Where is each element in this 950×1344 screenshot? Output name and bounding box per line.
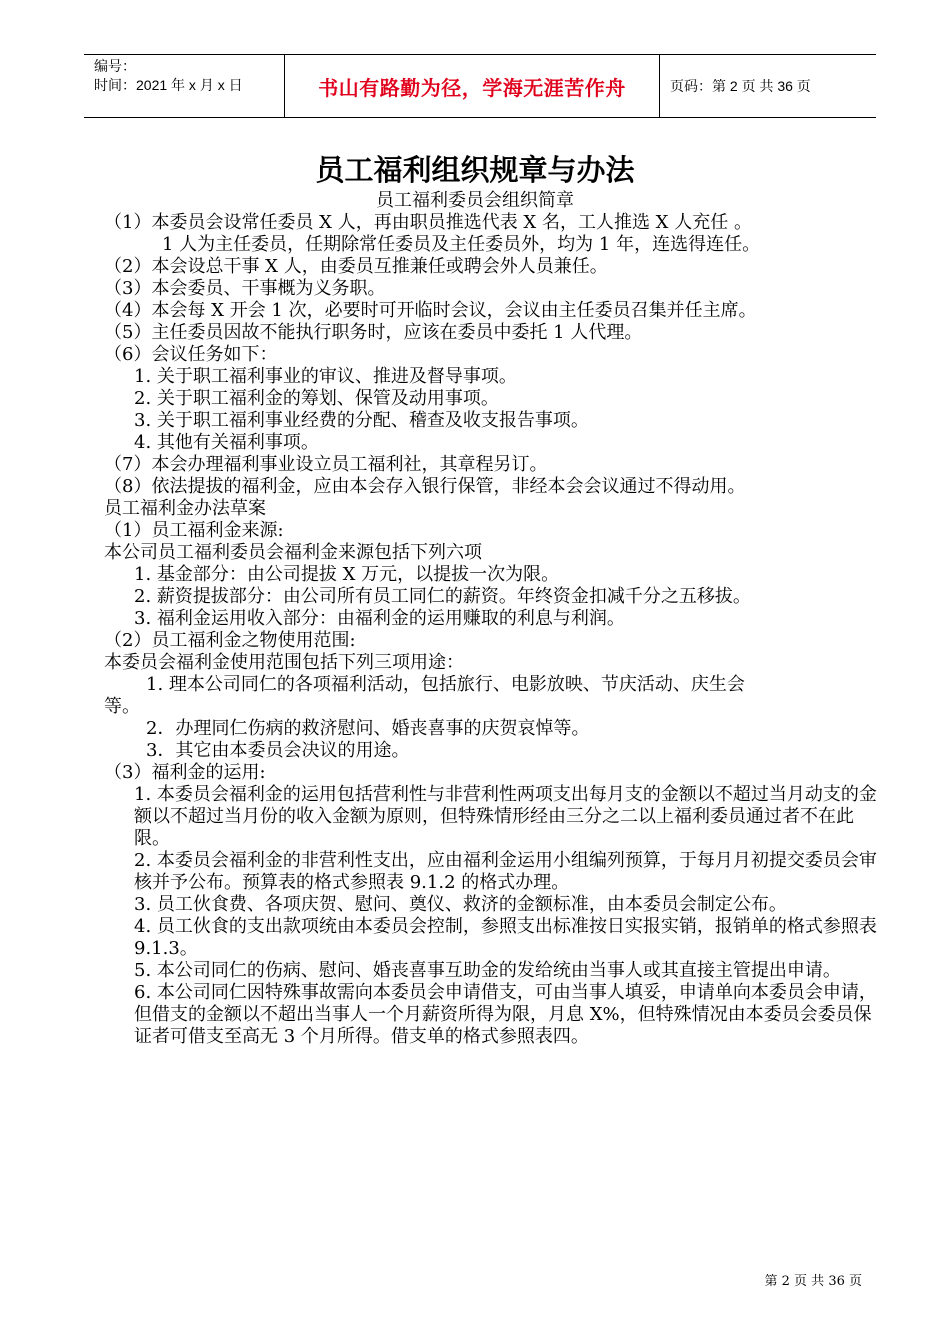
list-item: 3. 关于职工福利事业经费的分配、稽查及收支报告事项。: [134, 410, 589, 431]
list-item: 2. 本委员会福利金的非营利性支出，应由福利金运用小组编列预算，于每月月初提交委员会审核并予公布。预算表的格式参照表 9.1.2 的格式办理。: [134, 850, 877, 893]
list-item: 1. 关于职工福利事业的审议、推进及督导事项。: [134, 366, 517, 387]
list-item: 5. 本公司同仁的伤病、慰问、婚丧喜事互助金的发给统由当事人或其直接主管提出申请。: [134, 960, 841, 981]
subsection-heading: （1）员工福利金来源:: [104, 520, 284, 541]
section1-heading: 员工福利委员会组织简章: [376, 190, 574, 211]
list-item: 2．办理同仁伤病的救济慰问、婚丧喜事的庆贺哀悼等。: [146, 718, 590, 739]
paragraph: （5）主任委员因故不能执行职务时，应该在委员中委托 1 人代理。: [104, 322, 643, 343]
list-item: 4. 其他有关福利事项。: [134, 432, 319, 453]
paragraph: （7）本会办理福利事业设立员工福利社，其章程另订。: [104, 454, 548, 475]
list-item: 3. 福利金运用收入部分：由福利金的运用赚取的利息与利润。: [134, 608, 625, 629]
header-page-number: 页码：第 2 页 共 36 页: [670, 78, 811, 94]
subsection-heading: （3）福利金的运用:: [104, 762, 266, 783]
page-header: [84, 54, 876, 118]
list-item: 2. 薪资提拔部分：由公司所有员工同仁的薪资。年终资金扣减千分之五移拔。: [134, 586, 751, 607]
header-motto-cell: [284, 55, 660, 117]
paragraph: （2）本会设总干事 X 人，由委员互推兼任或聘会外人员兼任。: [104, 256, 608, 277]
header-motto: 书山有路勤为径，学海无涯苦作舟: [318, 75, 626, 100]
subsection-heading: （2）员工福利金之物使用范围:: [104, 630, 356, 651]
paragraph: （6）会议任务如下：: [104, 344, 278, 365]
document-title: 员工福利组织规章与办法: [315, 153, 635, 187]
paragraph: （3）本会委员、干事概为义务职。: [104, 278, 386, 299]
doc-number: 编号：: [94, 58, 136, 74]
paragraph: （8）依法提拔的福利金，应由本会存入银行保管，非经本会会议通过不得动用。: [104, 476, 746, 497]
list-item: 3．其它由本委员会决议的用途。: [146, 740, 410, 761]
header-meta: [84, 55, 284, 117]
paragraph: 本公司员工福利委员会福利金来源包括下列六项: [104, 542, 482, 563]
list-item: 1. 本委员会福利金的运用包括营利性与非营利性两项支出每月支的金额以不超过当月动支的金额以不超过当月份的收入金额为原则，但特殊情形经由三分之二以上福利委员通过者不在此限。: [134, 784, 877, 849]
list-item: 4. 员工伙食的支出款项统由本委员会控制，参照支出标准按日实报实销，报销单的格式参照表 9.1.3。: [134, 916, 877, 959]
list-item: 1. 基金部分：由公司提拔 X 万元，以提拔一次为限。: [134, 564, 560, 585]
section2-heading: 员工福利金办法草案: [104, 498, 266, 519]
paragraph: （1）本委员会设常任委员 X 人，再由职员推选代表 X 名，工人推选 X 人充任 。: [104, 212, 752, 233]
paragraph: （4）本会每 X 开会 1 次，必要时可开临时会议，会议由主任委员召集并任主席。: [104, 300, 757, 321]
list-item-continued: 等。: [104, 696, 140, 717]
list-item: 1. 理本公司同仁的各项福利活动，包括旅行、电影放映、节庆活动、庆生会: [146, 674, 745, 695]
list-item: 3. 员工伙食费、各项庆贺、慰问、奠仪、救济的金额标准，由本委员会制定公布。: [134, 894, 787, 915]
paragraph: 1 人为主任委员，任期除常任委员及主任委员外，均为 1 年，连选得连任。: [162, 234, 761, 255]
page-footer: 第 2 页 共 36 页: [764, 1274, 862, 1289]
document-body: [104, 190, 884, 1048]
list-item: 6. 本公司同仁因特殊事故需向本委员会申请借支，可由当事人填妥，申请单向本委员会申请，但借支的金额以不超出当事人一个月薪资所得为限，月息 X%，但特殊情况由本委员会委员保证者可借支至高无 3 个月所得。借支单的格式参照表四。: [134, 982, 877, 1047]
list-item: 2. 关于职工福利金的筹划、保管及动用事项。: [134, 388, 499, 409]
paragraph: 本委员会福利金使用范围包括下列三项用途：: [104, 652, 464, 673]
doc-date: 时间：2021 年 x 月 x 日: [94, 77, 243, 93]
